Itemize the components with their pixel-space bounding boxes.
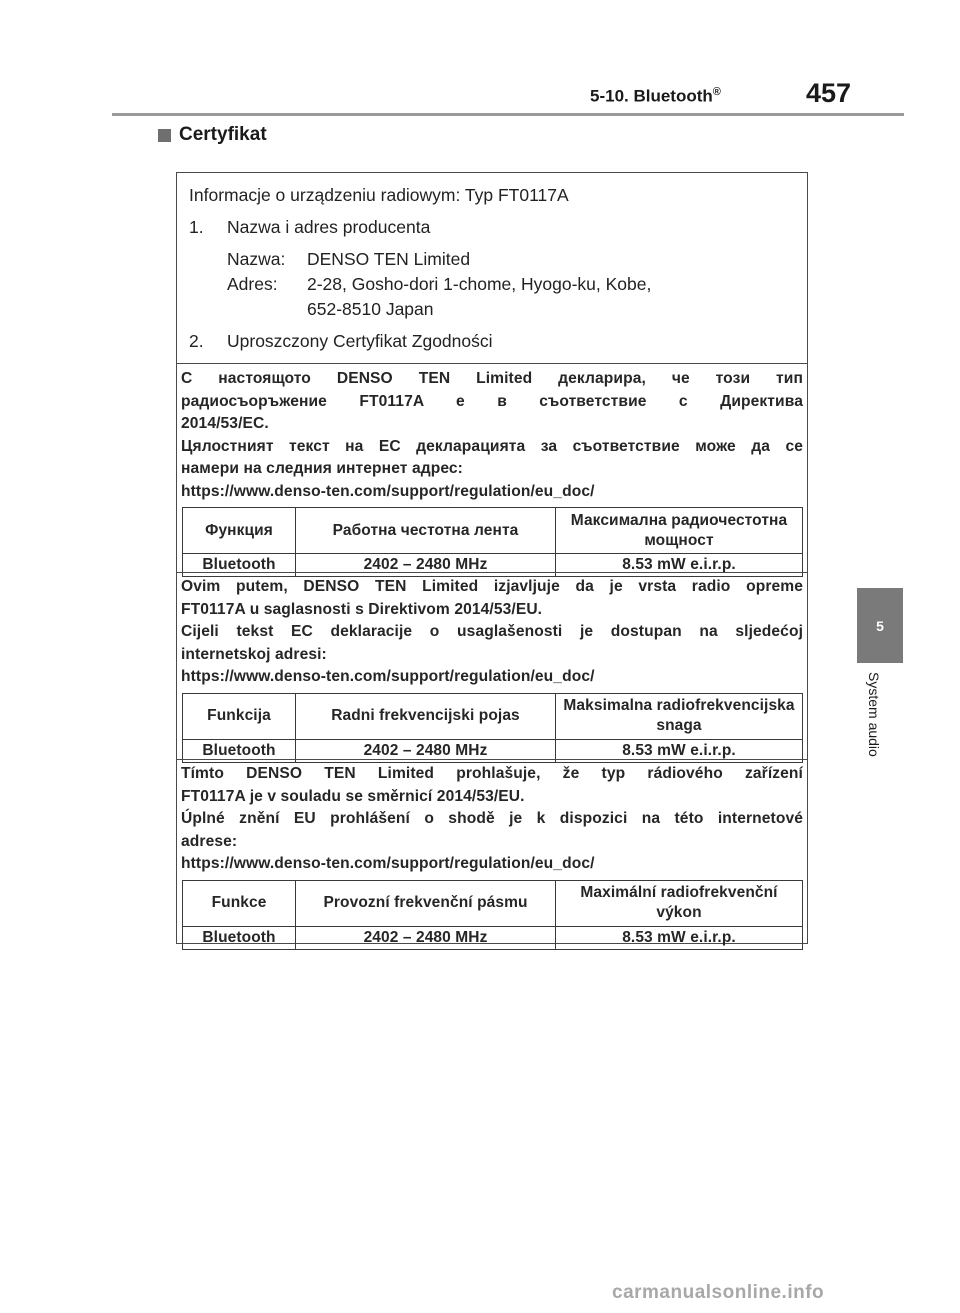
table-header-row bbox=[183, 508, 803, 554]
declaration-line: Cijeli tekst EC deklaracije o usaglašenosti je dostupan na sljedećoj bbox=[181, 623, 803, 640]
table-header-cell: Funkce bbox=[183, 880, 296, 926]
table-header-cell: Maximální radiofrekvenční výkon bbox=[556, 880, 803, 926]
table-cell: 8.53 mW e.i.r.p. bbox=[556, 554, 803, 577]
item2-number: 2. bbox=[189, 331, 204, 351]
square-bullet-icon bbox=[158, 129, 171, 142]
address-line-2: 652-8510 Japan bbox=[307, 299, 434, 319]
declaration-bulgarian bbox=[177, 368, 807, 577]
declaration-line: Tímto DENSO TEN Limited prohlašuje, že typ rádiového zařízení bbox=[181, 765, 803, 782]
item1-number: 1. bbox=[189, 217, 204, 237]
table-cell: 2402 – 2480 MHz bbox=[296, 554, 556, 577]
name-value: DENSO TEN Limited bbox=[307, 249, 471, 269]
table-header-cell: Radni frekvencijski pojas bbox=[296, 693, 556, 739]
declaration-line: FT0117A je v souladu se směrnicí 2014/53/EU. bbox=[181, 787, 525, 805]
table-cell: Bluetooth bbox=[183, 926, 296, 949]
declaration-line: Ovim putem, DENSO TEN Limited izjavljuje da je vrsta radio opreme bbox=[181, 578, 803, 595]
section-title-text: Certyfikat bbox=[179, 124, 267, 145]
declaration-czech bbox=[177, 759, 807, 950]
registered-mark: ® bbox=[712, 86, 721, 98]
section-heading-text: 5-10. Bluetooth bbox=[590, 86, 713, 106]
table-row bbox=[183, 926, 803, 949]
table-header-cell: Provozní frekvenční pásmu bbox=[296, 880, 556, 926]
table-cell: Bluetooth bbox=[183, 739, 296, 762]
declaration-croatian bbox=[177, 572, 807, 763]
section-title bbox=[158, 124, 267, 146]
table-header-cell: Работна честотна лента bbox=[296, 508, 556, 554]
declaration-line: намери на следния интернет адрес: bbox=[181, 460, 463, 477]
spec-table-czech bbox=[182, 880, 803, 950]
info-title: Informacje o urządzeniu radiowym: Typ FT0117A bbox=[189, 185, 569, 205]
radio-device-info bbox=[177, 173, 807, 364]
name-label: Nazwa: bbox=[227, 249, 286, 269]
certificate-box bbox=[176, 172, 808, 944]
spec-table-croatian bbox=[182, 693, 803, 763]
table-header-row bbox=[183, 693, 803, 739]
declaration-line: Цялостният текст на ЕС декларацията за съответствие може да се bbox=[181, 437, 803, 455]
table-header-cell: Максимална радиочестотна мощност bbox=[556, 508, 803, 554]
table-cell: 8.53 mW e.i.r.p. bbox=[556, 926, 803, 949]
header-divider bbox=[112, 113, 904, 116]
section-heading bbox=[590, 86, 721, 107]
table-cell: Bluetooth bbox=[183, 554, 296, 577]
address-label: Adres: bbox=[227, 274, 278, 294]
table-cell: 2402 – 2480 MHz bbox=[296, 926, 556, 949]
item2-text: Uproszczony Certyfikat Zgodności bbox=[227, 331, 493, 351]
table-cell: 2402 – 2480 MHz bbox=[296, 739, 556, 762]
footer-watermark: carmanualsonline.info bbox=[612, 1282, 825, 1303]
table-header-cell: Funkcija bbox=[183, 693, 296, 739]
declaration-line: Úplné znění EU prohlášení o shodě je k dispozici na této internetové bbox=[181, 810, 803, 827]
page-number: 457 bbox=[806, 78, 852, 108]
chapter-tab: 5 bbox=[857, 588, 903, 663]
declaration-line: FT0117A u saglasnosti s Direktivom 2014/53/EU. bbox=[181, 600, 543, 618]
declaration-line: радиосъоръжение FT0117A е в съответствие с Директива bbox=[181, 392, 803, 410]
declaration-line: 2014/53/EC. bbox=[181, 415, 269, 432]
declaration-url: https://www.denso-ten.com/support/regulation/eu_doc/ bbox=[181, 668, 595, 685]
declaration-line: internetskoj adresi: bbox=[181, 645, 327, 663]
declaration-line: С настоящото DENSO TEN Limited декларира, че този тип bbox=[181, 370, 803, 387]
spec-table-bulgarian bbox=[182, 507, 803, 577]
address-line-1: 2-28, Gosho-dori 1-chome, Hyogo-ku, Kobe, bbox=[307, 274, 652, 294]
declaration-url: https://www.denso-ten.com/support/regulation/eu_doc/ bbox=[181, 855, 595, 872]
page-header bbox=[0, 0, 960, 120]
table-header-cell: Функция bbox=[183, 508, 296, 554]
table-header-cell: Maksimalna radiofrekvencijska snaga bbox=[556, 693, 803, 739]
chapter-label: System audio bbox=[866, 672, 882, 757]
table-header-row bbox=[183, 880, 803, 926]
item1-text: Nazwa i adres producenta bbox=[227, 217, 431, 237]
declaration-line: adrese: bbox=[181, 832, 238, 850]
table-cell: 8.53 mW e.i.r.p. bbox=[556, 739, 803, 762]
declaration-url: https://www.denso-ten.com/support/regulation/eu_doc/ bbox=[181, 482, 595, 500]
